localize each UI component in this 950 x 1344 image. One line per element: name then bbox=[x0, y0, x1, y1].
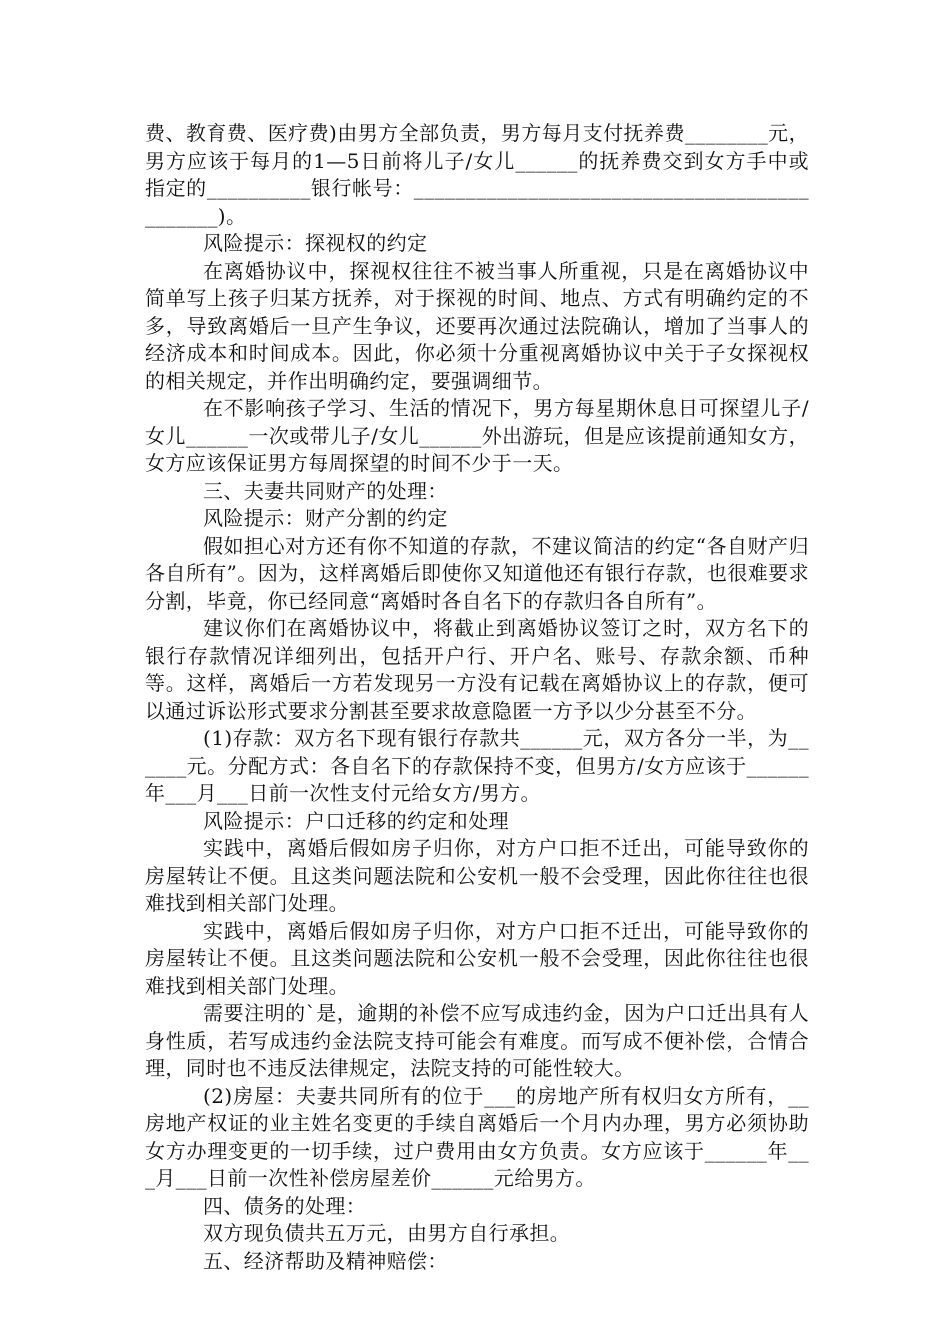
paragraph-registration-practice-1: 实践中，离婚后假如房子归你，对方户口拒不迁出，可能导致你的房屋转让不便。且这类问题法院和公安机一般不会受理，因此你往往也很难找到相关部门处理。 bbox=[145, 836, 809, 915]
heading-section-3-property: 三、夫妻共同财产的处理： bbox=[203, 478, 448, 503]
paragraph-visitation-terms: 在不影响孩子学习、生活的情况下，男方每星期休息日可探望儿子/女儿______一次或带儿子/女儿______外出游玩，但是应该提前通知女方，女方应该保证男方每周探望的时间不少于一天。 bbox=[145, 396, 809, 475]
paragraph-compensation-note: 需要注明的`是，逾期的补偿不应写成违约金，因为户口迁出具有人身性质，若写成违约金法院支持可能会有难度。而写成不便补偿，合情合理，同时也不违反法律规定，法院支持的可能性较大。 bbox=[145, 1001, 809, 1080]
paragraph-housing-clause: (2)房屋：夫妻共同所有的位于___的房地产所有权归女方所有，__房地产权证的业主姓名变更的手续自离婚后一个月内办理，男方必须协助女方办理变更的一切手续，过户费用由女方负责。女方应该于______年___月___日前一次性补偿房屋差价______元给男方。 bbox=[145, 1083, 809, 1190]
paragraph-child-support-payment: 费、教育费、医疗费)由男方全部负责，男方每月支付抚养费________元，男方应该于每月的1—5日前将儿子/女儿______的抚养费交到女方手中或指定的__________银行帐号：_____________________________________________)。 bbox=[145, 121, 809, 228]
heading-risk-visitation: 风险提示：探视权的约定 bbox=[203, 231, 428, 255]
paragraph-debt-clause: 双方现负债共五万元，由男方自行承担。 bbox=[203, 1221, 571, 1245]
heading-section-5-support: 五、经济帮助及精神赔偿： bbox=[203, 1248, 448, 1273]
document-body bbox=[145, 120, 809, 1275]
paragraph-savings-clause: (1)存款：双方名下现有银行存款共______元，双方各分一半，为______元。分配方式：各自名下的存款保持不变，但男方/女方应该于______年___月___日前一次性支付元给女方/男方。 bbox=[145, 726, 809, 805]
paragraph-registration-practice-2: 实践中，离婚后假如房子归你，对方户口拒不迁出，可能导致你的房屋转让不便。且这类问题法院和公安机一般不会受理，因此你往往也很难找到相关部门处理。 bbox=[145, 918, 809, 998]
heading-section-4-debt: 四、债务的处理： bbox=[203, 1193, 367, 1218]
paragraph-hidden-savings: 假如担心对方还有你不知道的存款，不建议简洁的约定“各自财产归各自所有”。因为，这样离婚后即使你又知道他还有银行存款，也很难要求分割，毕竟，你已经同意“离婚时各自名下的存款归各自所有”。 bbox=[145, 533, 809, 613]
paragraph-list-bank-deposits: 建议你们在离婚协议中，将截止到离婚协议签订之时，双方名下的银行存款情况详细列出，包括开户行、开户名、账号、存款余额、币种等。这样，离婚后一方若发现另一方没有记载在离婚协议上的存款，便可以通过诉讼形式要求分割甚至要求故意隐匿一方予以少分甚至不分。 bbox=[145, 616, 809, 723]
heading-risk-property-division: 风险提示：财产分割的约定 bbox=[203, 506, 448, 530]
paragraph-visitation-explanation: 在离婚协议中，探视权往往不被当事人所重视，只是在离婚协议中简单写上孩子归某方抚养，对于探视的时间、地点、方式有明确约定的不多，导致离婚后一旦产生争议，还要再次通过法院确认，增加了当事人的经济成本和时间成本。因此，你必须十分重视离婚协议中关于子女探视权的相关规定，并作出明确约定，要强调细节。 bbox=[145, 258, 809, 393]
heading-risk-household-registration: 风险提示：户口迁移的约定和处理 bbox=[203, 808, 509, 833]
